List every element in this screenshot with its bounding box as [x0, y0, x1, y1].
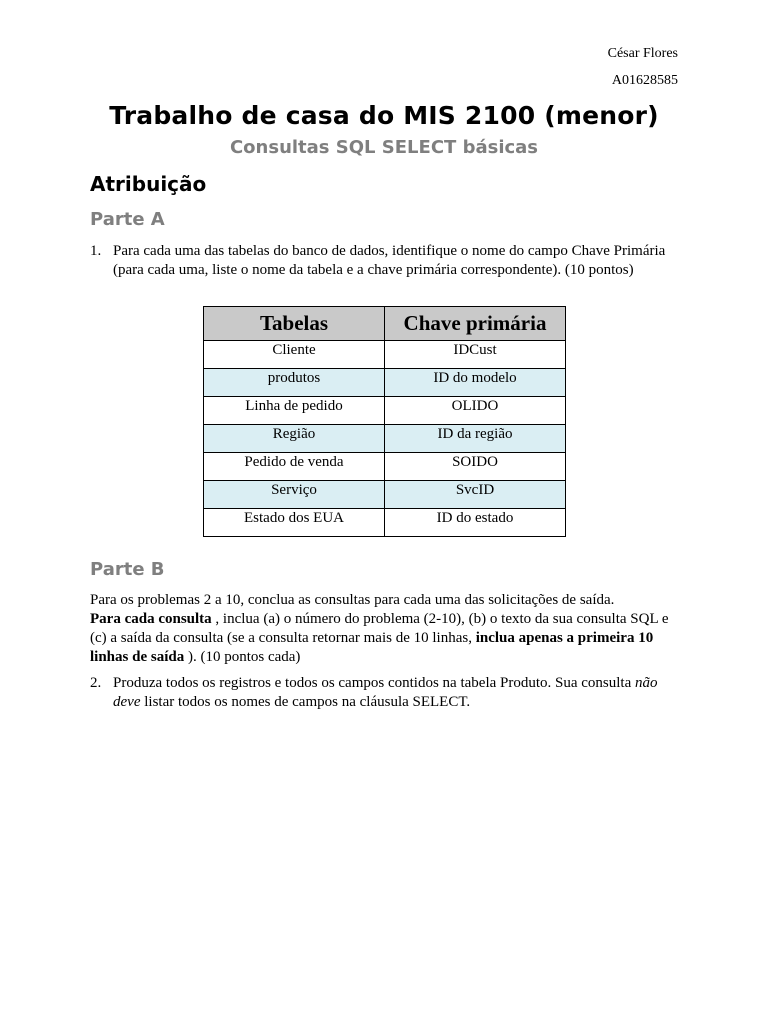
question-2-text	[113, 674, 680, 712]
instructions-bold-text: Para cada consulta	[90, 611, 212, 627]
table-cell: SvcID	[385, 481, 566, 509]
table-header-cell: Tabelas	[204, 307, 385, 341]
document-subtitle: Consultas SQL SELECT básicas	[229, 137, 539, 158]
question-2-number: 2.	[90, 675, 102, 691]
part-b-instructions	[90, 591, 680, 667]
part-b-heading: Parte B	[90, 559, 165, 580]
table-row	[204, 341, 566, 369]
table-cell: ID do estado	[385, 509, 566, 537]
table-header-cell: Chave primária	[385, 307, 566, 341]
table-cell: ID da região	[385, 425, 566, 453]
question-2-text-part: Produza todos os registros e todos os campos contidos na tabela Produto. Sua consulta	[113, 675, 636, 691]
question-2-emphasis: não deve	[113, 675, 658, 710]
instructions-text: , inclua (a) o número do problema (2-10), (b) o texto da sua consulta SQL e (c) a saída da consulta (se a consulta retornar mais de 10 linhas,	[90, 611, 669, 646]
instructions-text: ). (10 pontos cada)	[184, 649, 301, 665]
table-row	[204, 509, 566, 537]
table-row	[204, 481, 566, 509]
section-heading: Atribuição	[90, 172, 207, 196]
table-cell: Região	[204, 425, 385, 453]
instructions-bold-text: inclua apenas a primeira 10 linhas de saída	[90, 630, 654, 665]
table-cell: Estado dos EUA	[204, 509, 385, 537]
table-row	[204, 453, 566, 481]
question-2-text-part: listar todos os nomes de campos na cláusula SELECT.	[140, 694, 471, 710]
question-1-text: Para cada uma das tabelas do banco de dados, identifique o nome do campo Chave Primária (para cada uma, liste o nome da tabela e a chave primária correspondente). (10 pontos)	[113, 243, 666, 278]
document-title: Trabalho de casa do MIS 2100 (menor)	[109, 101, 659, 130]
table-cell: SOIDO	[385, 453, 566, 481]
table-row	[204, 425, 566, 453]
question-1	[90, 242, 680, 280]
instructions-text: Para os problemas 2 a 10, conclua as consultas para cada uma das solicitações de saída.	[90, 592, 615, 608]
table-header-row	[204, 307, 566, 341]
table-cell: Cliente	[204, 341, 385, 369]
table-cell: OLIDO	[385, 397, 566, 425]
question-2	[90, 674, 680, 712]
table-cell: ID do modelo	[385, 369, 566, 397]
primary-key-table	[203, 306, 566, 537]
part-a-heading: Parte A	[90, 209, 165, 230]
table-cell: IDCust	[385, 341, 566, 369]
table-row	[204, 369, 566, 397]
author-id: A01628585	[611, 73, 678, 88]
table-row	[204, 397, 566, 425]
table-cell: produtos	[204, 369, 385, 397]
question-1-number: 1.	[90, 243, 102, 259]
author-name: César Flores	[607, 46, 678, 61]
table-cell: Linha de pedido	[204, 397, 385, 425]
table-cell: Serviço	[204, 481, 385, 509]
table-cell: Pedido de venda	[204, 453, 385, 481]
